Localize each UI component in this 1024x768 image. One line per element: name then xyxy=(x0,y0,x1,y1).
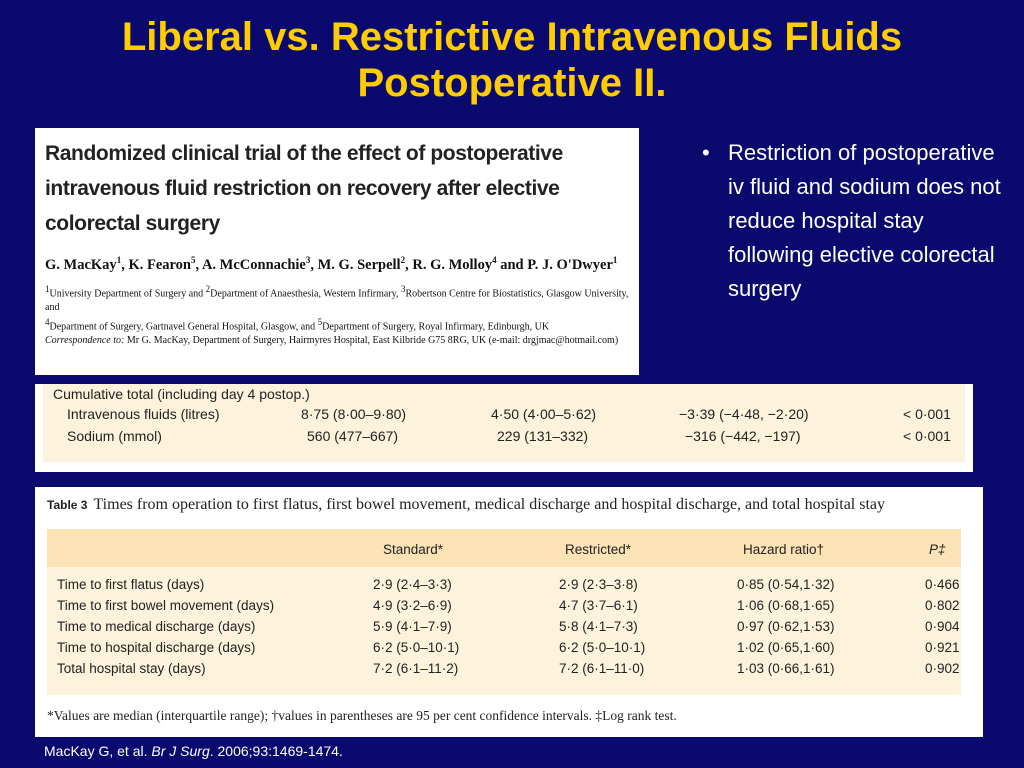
bullet-text: Restriction of postoperative iv fluid and sodium does not reduce hospital stay following elective colorectal surgery xyxy=(728,140,1001,301)
cell-standard: 7·2 (6·1–11·2) xyxy=(373,661,459,676)
author-name: R. G. Molloy xyxy=(412,256,493,273)
header-p: P‡ xyxy=(929,542,946,557)
author-sup: 4 xyxy=(492,255,497,265)
paper-title-line2: intravenous fluid restriction on recovery after elective xyxy=(45,177,560,200)
row-label: Time to first bowel movement (days) xyxy=(57,598,275,613)
table3-caption xyxy=(47,496,885,514)
bullet-icon: • xyxy=(702,140,710,165)
cell-standard: 4·9 (3·2–6·9) xyxy=(373,598,452,613)
header-hazard-ratio: Hazard ratio† xyxy=(743,542,825,557)
table2-excerpt xyxy=(35,384,973,472)
affil-text: Department of Surgery, Royal Infirmary, Edinburgh, UK xyxy=(322,321,550,333)
bullet-list xyxy=(702,136,1002,306)
citation xyxy=(44,743,343,759)
bullet-item xyxy=(702,136,1002,306)
author-name: K. Fearon xyxy=(128,256,191,273)
affil-sup: 3 xyxy=(400,283,406,294)
affil-sup: 4 xyxy=(45,317,50,328)
citation-journal: Br J Surg xyxy=(151,743,210,759)
row-label: Time to first flatus (days) xyxy=(57,577,205,592)
cell-standard: 6·2 (5·0–10·1) xyxy=(373,640,460,655)
cell-standard: 5·9 (4·1–7·9) xyxy=(373,619,452,634)
paper-authors xyxy=(45,255,629,274)
table3-body xyxy=(47,567,961,695)
author-sup: 2 xyxy=(400,255,406,265)
row-label: Sodium (mmol) xyxy=(67,428,162,444)
corr-label: Correspondence to: xyxy=(45,335,125,347)
table3-caption-text: Times from operation to first flatus, first bowel movement, medical discharge and hospital discharge, and total hospital stay xyxy=(93,496,886,513)
table-row xyxy=(47,619,961,640)
row-label: Time to medical discharge (days) xyxy=(57,619,256,634)
cell-hazard: 1·03 (0·66,1·61) xyxy=(737,661,835,676)
slide-title xyxy=(0,14,1024,106)
affil-sup: 5 xyxy=(317,317,323,328)
table-row xyxy=(47,598,961,619)
cell-standard: 8·75 (8·00–9·80) xyxy=(301,406,407,422)
cell-hazard: 0·97 (0·62,1·53) xyxy=(737,619,835,634)
citation-authors: MacKay G, et al. xyxy=(44,743,152,759)
paper-header-image xyxy=(35,128,639,375)
author-sep: , xyxy=(310,256,318,273)
affil-text: University Department of Surgery and xyxy=(49,288,206,300)
affil-sup: 1 xyxy=(45,283,50,294)
cell-restricted: 4·7 (3·7–6·1) xyxy=(559,598,638,613)
affil-text: Robertson Centre for Biostatistics, Glasgow University, and xyxy=(45,288,629,314)
author-sup: 5 xyxy=(191,255,196,265)
affil-text: Department of Anaesthesia, Western Infirmary, xyxy=(210,288,401,300)
paper-title xyxy=(45,136,629,241)
cell-restricted: 7·2 (6·1–11·0) xyxy=(559,661,645,676)
cell-difference: −316 (−442, −197) xyxy=(685,428,801,444)
row-label: Intravenous fluids (litres) xyxy=(67,406,220,422)
table-row xyxy=(43,406,965,428)
author-sep: and xyxy=(496,256,528,273)
table3-label: Table 3 xyxy=(47,498,88,512)
author-sep: , xyxy=(195,256,202,273)
table-row xyxy=(47,577,961,598)
cell-restricted: 5·8 (4·1–7·3) xyxy=(559,619,638,634)
paper-title-line1: Randomized clinical trial of the effect of postoperative xyxy=(45,142,563,165)
author-name: P. J. O'Dwyer xyxy=(527,256,613,273)
table3 xyxy=(35,487,983,737)
paper-correspondence xyxy=(45,334,629,348)
table-row xyxy=(47,661,961,682)
author-sep: , xyxy=(121,256,129,273)
author-sup: 1 xyxy=(612,255,618,265)
author-name: M. G. Serpell xyxy=(317,256,401,273)
affil-sup: 2 xyxy=(205,283,211,294)
author-sup: 3 xyxy=(305,255,311,265)
cell-p: 0·466 xyxy=(925,577,960,592)
cell-standard: 2·9 (2·4–3·3) xyxy=(373,577,452,592)
table2-body xyxy=(43,384,965,462)
cell-restricted: 229 (131–332) xyxy=(497,428,589,444)
cell-hazard: 0·85 (0·54,1·32) xyxy=(737,577,835,592)
header-restricted: Restricted* xyxy=(565,542,632,557)
author-sep: , xyxy=(405,256,413,273)
affil-text: Department of Surgery, Gartnavel General Hospital, Glasgow, and xyxy=(49,321,318,333)
cell-p: 0·904 xyxy=(925,619,960,634)
paper-affiliations xyxy=(45,282,629,335)
slide-title-line1: Liberal vs. Restrictive Intravenous Fluids xyxy=(121,15,903,59)
cell-p: < 0·001 xyxy=(903,406,951,422)
cell-standard: 560 (477–667) xyxy=(307,428,399,444)
slide-title-line2: Postoperative II. xyxy=(357,61,667,105)
table-row xyxy=(47,640,961,661)
author-name: A. McConnachie xyxy=(201,256,306,273)
author-sup: 1 xyxy=(116,255,122,265)
table3-header-row xyxy=(47,529,961,567)
row-label: Total hospital stay (days) xyxy=(57,661,206,676)
cell-p: < 0·001 xyxy=(903,428,951,444)
cell-p: 0·902 xyxy=(925,661,960,676)
cell-difference: −3·39 (−4·48, −2·20) xyxy=(679,406,809,422)
cell-p: 0·802 xyxy=(925,598,960,613)
cell-hazard: 1·02 (0·65,1·60) xyxy=(737,640,835,655)
cell-p: 0·921 xyxy=(925,640,960,655)
row-label: Time to hospital discharge (days) xyxy=(57,640,256,655)
table2-heading: Cumulative total (including day 4 postop.) xyxy=(53,386,310,402)
table3-footnote: *Values are median (interquartile range); †values in parentheses are 95 per cent confidence intervals. ‡Log rank test. xyxy=(47,708,677,723)
table-row xyxy=(43,428,965,450)
header-standard: Standard* xyxy=(383,542,444,557)
cell-hazard: 1·06 (0·68,1·65) xyxy=(737,598,835,613)
paper-title-line3: colorectal surgery xyxy=(45,212,220,235)
author-name: G. MacKay xyxy=(45,256,117,273)
cell-restricted: 4·50 (4·00–5·62) xyxy=(491,406,597,422)
citation-details: . 2006;93:1469-1474. xyxy=(209,743,343,759)
corr-text: Mr G. MacKay, Department of Surgery, Hairmyres Hospital, East Kilbride G75 8RG, UK (e-mail: drgjmac@hotmail.com) xyxy=(124,335,619,347)
cell-restricted: 2·9 (2·3–3·8) xyxy=(559,577,638,592)
cell-restricted: 6·2 (5·0–10·1) xyxy=(559,640,646,655)
